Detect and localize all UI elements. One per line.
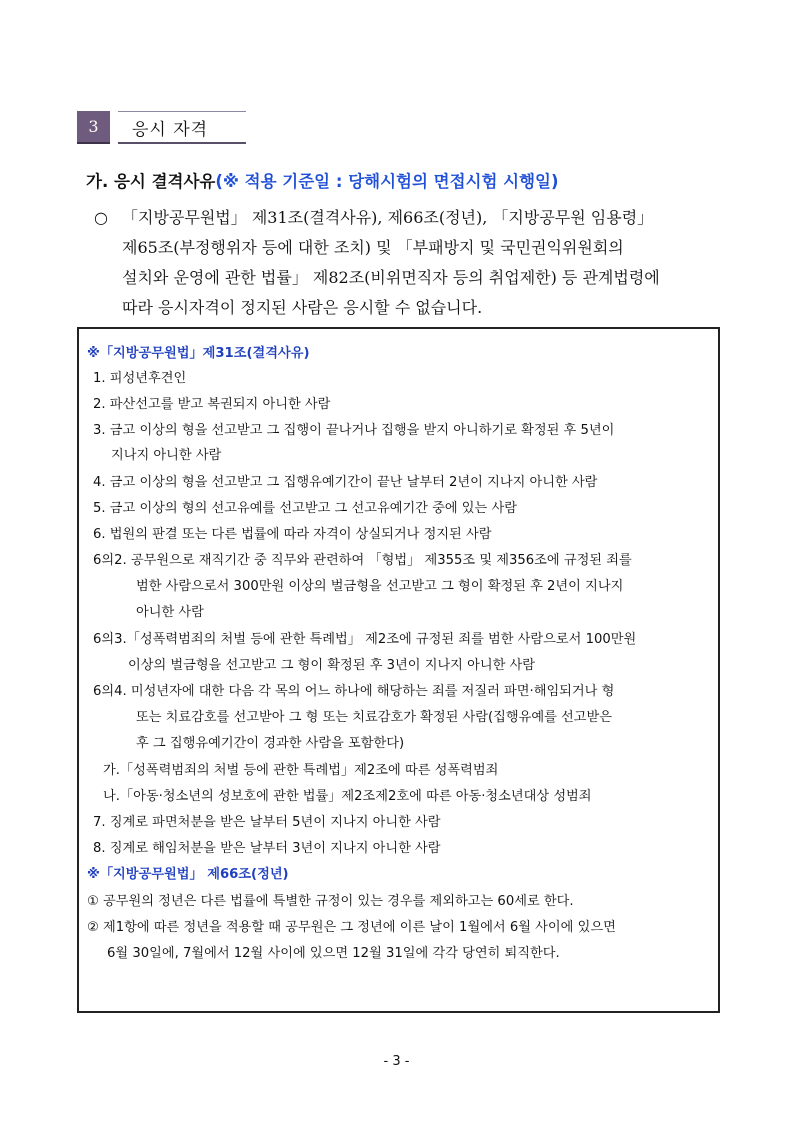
subheading-note: (※ 적용 기준일 : 당해시험의 면접시험 시행일) bbox=[215, 172, 559, 191]
list-item: 6의3.「성폭력범죄의 처벌 등에 관한 특례법」 제2조에 규정된 죄를 범한 사람으로서 100만원 bbox=[93, 632, 637, 647]
box-header-article-31: ※「지방공무원법」제31조(결격사유) bbox=[87, 346, 310, 361]
intro-line: 제65조(부정행위자 등에 대한 조치) 및 「부패방지 및 국민권익위원회의 bbox=[122, 238, 624, 257]
box-header-article-66: ※「지방공무원법」 제66조(정년) bbox=[87, 867, 289, 882]
list-item: ② 제1항에 따른 정년을 적용할 때 공무원은 그 정년에 이른 날이 1월에서 6월 사이에 있으면 bbox=[87, 920, 616, 935]
list-item: 4. 금고 이상의 형을 선고받고 그 집행유예기간이 끝난 날부터 2년이 지나지 아니한 사람 bbox=[93, 475, 598, 490]
list-item: 1. 피성년후견인 bbox=[93, 371, 187, 386]
list-item-continuation: 또는 치료감호를 선고받아 그 형 또는 치료감호가 확정된 사람(집행유예를 선고받은 bbox=[136, 710, 612, 725]
intro-line: 「지방공무원법」 제31조(결격사유), 제66조(정년), 「지방공무원 임용령」 bbox=[122, 208, 654, 227]
sub-list-item: 나.「아동·청소년의 성보호에 관한 법률」제2조제2호에 따른 아동·청소년대상 성범죄 bbox=[103, 789, 592, 804]
page-number: - 3 - bbox=[383, 1054, 410, 1069]
subheading bbox=[86, 168, 559, 192]
list-item: 2. 파산선고를 받고 복권되지 아니한 사람 bbox=[93, 397, 331, 412]
subheading-prefix: 가. 응시 결격사유 bbox=[86, 172, 216, 191]
list-item: 6의2. 공무원으로 재직기간 중 직무와 관련하여 「형법」 제355조 및 제356조에 규정된 죄를 bbox=[93, 553, 632, 568]
sub-list-item: 가.「성폭력범죄의 처벌 등에 관한 특례법」제2조에 따른 성폭력범죄 bbox=[103, 763, 499, 778]
list-item: 3. 금고 이상의 형을 선고받고 그 집행이 끝나거나 집행을 받지 아니하기로 확정된 후 5년이 bbox=[93, 423, 615, 438]
intro-line: 설치와 운영에 관한 법률」 제82조(비위면직자 등의 취업제한) 등 관계법령에 bbox=[122, 268, 660, 287]
list-item: 6. 법원의 판결 또는 다른 법률에 따라 자격이 상실되거나 정지된 사람 bbox=[93, 527, 492, 542]
section-title-text: 응시 자격 bbox=[132, 119, 209, 140]
section-title bbox=[118, 111, 246, 144]
list-item: ① 공무원의 정년은 다른 법률에 특별한 규정이 있는 경우를 제외하고는 60세로 한다. bbox=[87, 894, 574, 909]
list-item: 6의4. 미성년자에 대한 다음 각 목의 어느 하나에 해당하는 죄를 저질러 파면·해임되거나 형 bbox=[93, 684, 615, 699]
list-item-continuation: 이상의 벌금형을 선고받고 그 형이 확정된 후 3년이 지나지 아니한 사람 bbox=[128, 658, 536, 673]
list-item-continuation: 범한 사람으로서 300만원 이상의 벌금형을 선고받고 그 형이 확정된 후 2년이 지나지 bbox=[136, 579, 624, 594]
intro-line: 따라 응시자격이 정지된 사람은 응시할 수 없습니다. bbox=[122, 298, 483, 317]
list-item: 5. 금고 이상의 형의 선고유예를 선고받고 그 선고유예기간 중에 있는 사람 bbox=[93, 501, 517, 516]
list-item-continuation: 아니한 사람 bbox=[136, 605, 204, 620]
section-number: 3 bbox=[77, 111, 110, 144]
law-excerpt-box bbox=[77, 327, 720, 1013]
intro-bullet: ○ bbox=[94, 208, 108, 227]
intro-paragraph bbox=[94, 203, 734, 323]
list-item: 8. 징계로 해임처분을 받은 날부터 3년이 지나지 아니한 사람 bbox=[93, 841, 441, 856]
list-item-continuation: 지나지 아니한 사람 bbox=[111, 448, 222, 463]
list-item-continuation: 6월 30일에, 7월에서 12월 사이에 있으면 12월 31일에 각각 당연히 퇴직한다. bbox=[107, 946, 560, 961]
list-item-continuation: 후 그 집행유예기간이 경과한 사람을 포함한다) bbox=[136, 736, 405, 751]
list-item: 7. 징계로 파면처분을 받은 날부터 5년이 지나지 아니한 사람 bbox=[93, 815, 441, 830]
